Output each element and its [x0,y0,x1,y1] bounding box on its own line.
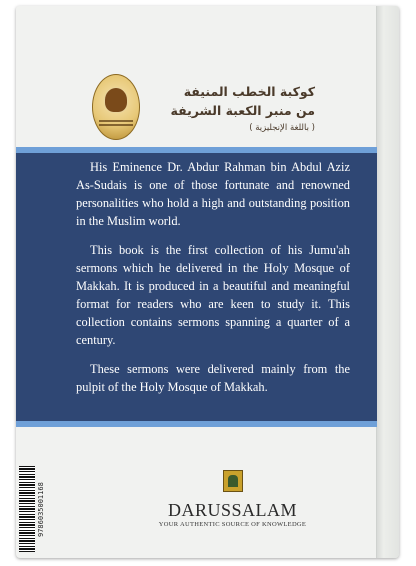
book-back-cover [16,6,399,558]
blurb-paragraph-1: His Eminence Dr. Abdur Rahman bin Abdul Aziz As-Sudais is one of those fortunate and renowned personalities who hold a high and outstanding position in the Muslim world. [76,160,350,228]
arabic-title-line-2: من منبر الكعبة الشريفة [170,103,315,118]
barcode-icon [19,466,35,552]
blurb-paragraph-2: This book is the first collection of his Jumu'ah sermons which he delivered in the Holy Mosque of Makkah. It is produced in a beautiful and meaningful format for readers who are keen to study it. This collection contains sermons spanning a quarter of a century. [76,243,350,347]
blurb-paragraph-3: These sermons were delivered mainly from the pulpit of the Holy Mosque of Makkah. [76,362,350,394]
blurb-text [76,158,350,407]
publisher-name: DARUSSALAM [167,500,298,520]
publisher-tagline: YOUR AUTHENTIC SOURCE OF KNOWLEDGE [158,521,307,528]
book-spine [376,6,399,558]
barcode-number: 9786035001168 [37,482,45,538]
arabic-title-line-3: ( باللغة الإنجليزية ) [249,123,315,133]
darussalam-logo-icon [223,470,243,492]
blurb-panel [16,153,377,421]
seal-emblem-icon [92,74,140,140]
arabic-title [155,82,315,136]
seal-inner-emblem [104,87,128,113]
bottom-accent-band [16,421,377,427]
arabic-title-line-1: كوكبة الخطب المنيفة [183,84,315,99]
